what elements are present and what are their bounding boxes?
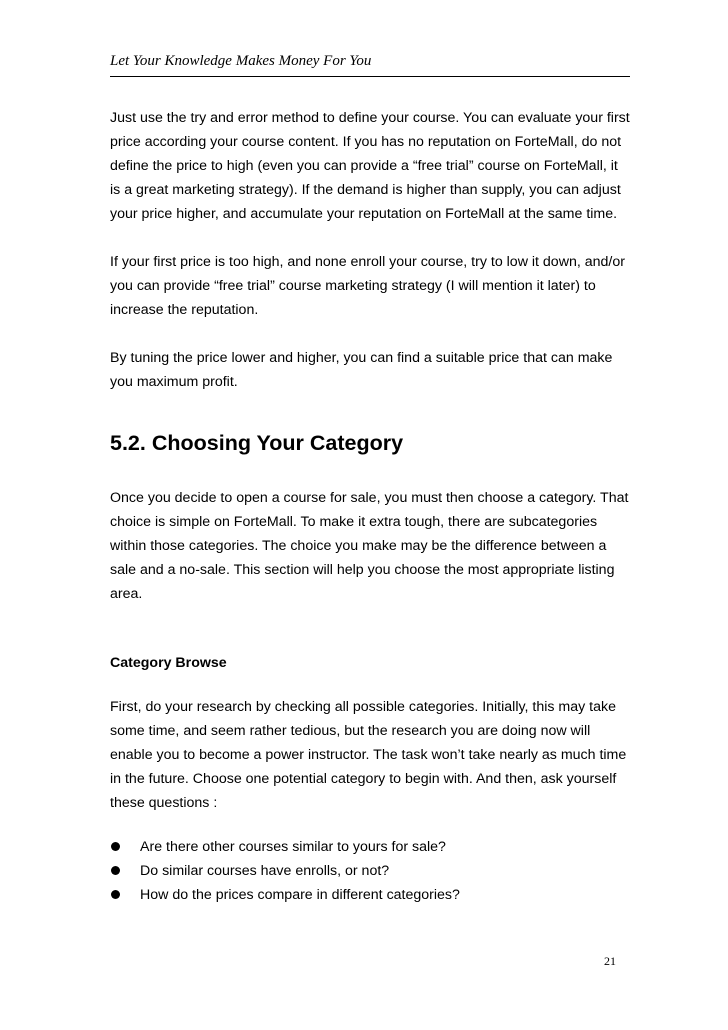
bullet-icon xyxy=(111,890,120,899)
list-item xyxy=(110,835,630,859)
paragraph-price-tuning: By tuning the price lower and higher, you can find a suitable price that can make you maximum profit. xyxy=(110,350,613,390)
paragraph-pricing-method: Just use the try and error method to define your course. You can evaluate your first price according your course content. If you has no reputation on ForteMall, do not define the price to high (even you can provide a “free trial” course on ForteMall, it is a great marketing strategy). If the demand is higher than supply, you can adjust your price higher, and accumulate your reputation on ForteMall at the same time. xyxy=(110,110,630,222)
list-item-text: Do similar courses have enrolls, or not? xyxy=(140,863,390,879)
paragraph-price-too-high: If your first price is too high, and none enroll your course, try to low it down, and/or you can provide “free trial” course marketing strategy (I will mention it later) to increase the reputation. xyxy=(110,254,625,318)
bullet-icon xyxy=(111,842,120,851)
section-heading: 5.2. Choosing Your Category xyxy=(110,431,404,455)
bullet-icon xyxy=(111,866,120,875)
page-number: 21 xyxy=(604,954,616,968)
list-item xyxy=(110,883,630,907)
running-header: Let Your Knowledge Makes Money For You xyxy=(110,52,630,77)
list-item-text: Are there other courses similar to yours for sale? xyxy=(140,839,446,855)
list-item-text: How do the prices compare in different categories? xyxy=(140,887,460,903)
list-item xyxy=(110,859,630,883)
paragraph-research: First, do your research by checking all possible categories. Initially, this may take some time, and seem rather tedious, but the research you are doing now will enable you to become a power instructor. The task won’t take nearly as much time in the future. Choose one potential category to begin with. And then, ask yourself these questions : xyxy=(110,699,627,811)
question-list xyxy=(110,835,630,907)
paragraph-choose-category: Once you decide to open a course for sale, you must then choose a category. That choice is simple on ForteMall. To make it extra tough, there are subcategories within those categories. The choice you make may be the difference between a sale and a no-sale. This section will help you choose the most appropriate listing area. xyxy=(110,490,629,602)
subheading-category-browse: Category Browse xyxy=(110,655,227,671)
page-content xyxy=(110,106,630,907)
